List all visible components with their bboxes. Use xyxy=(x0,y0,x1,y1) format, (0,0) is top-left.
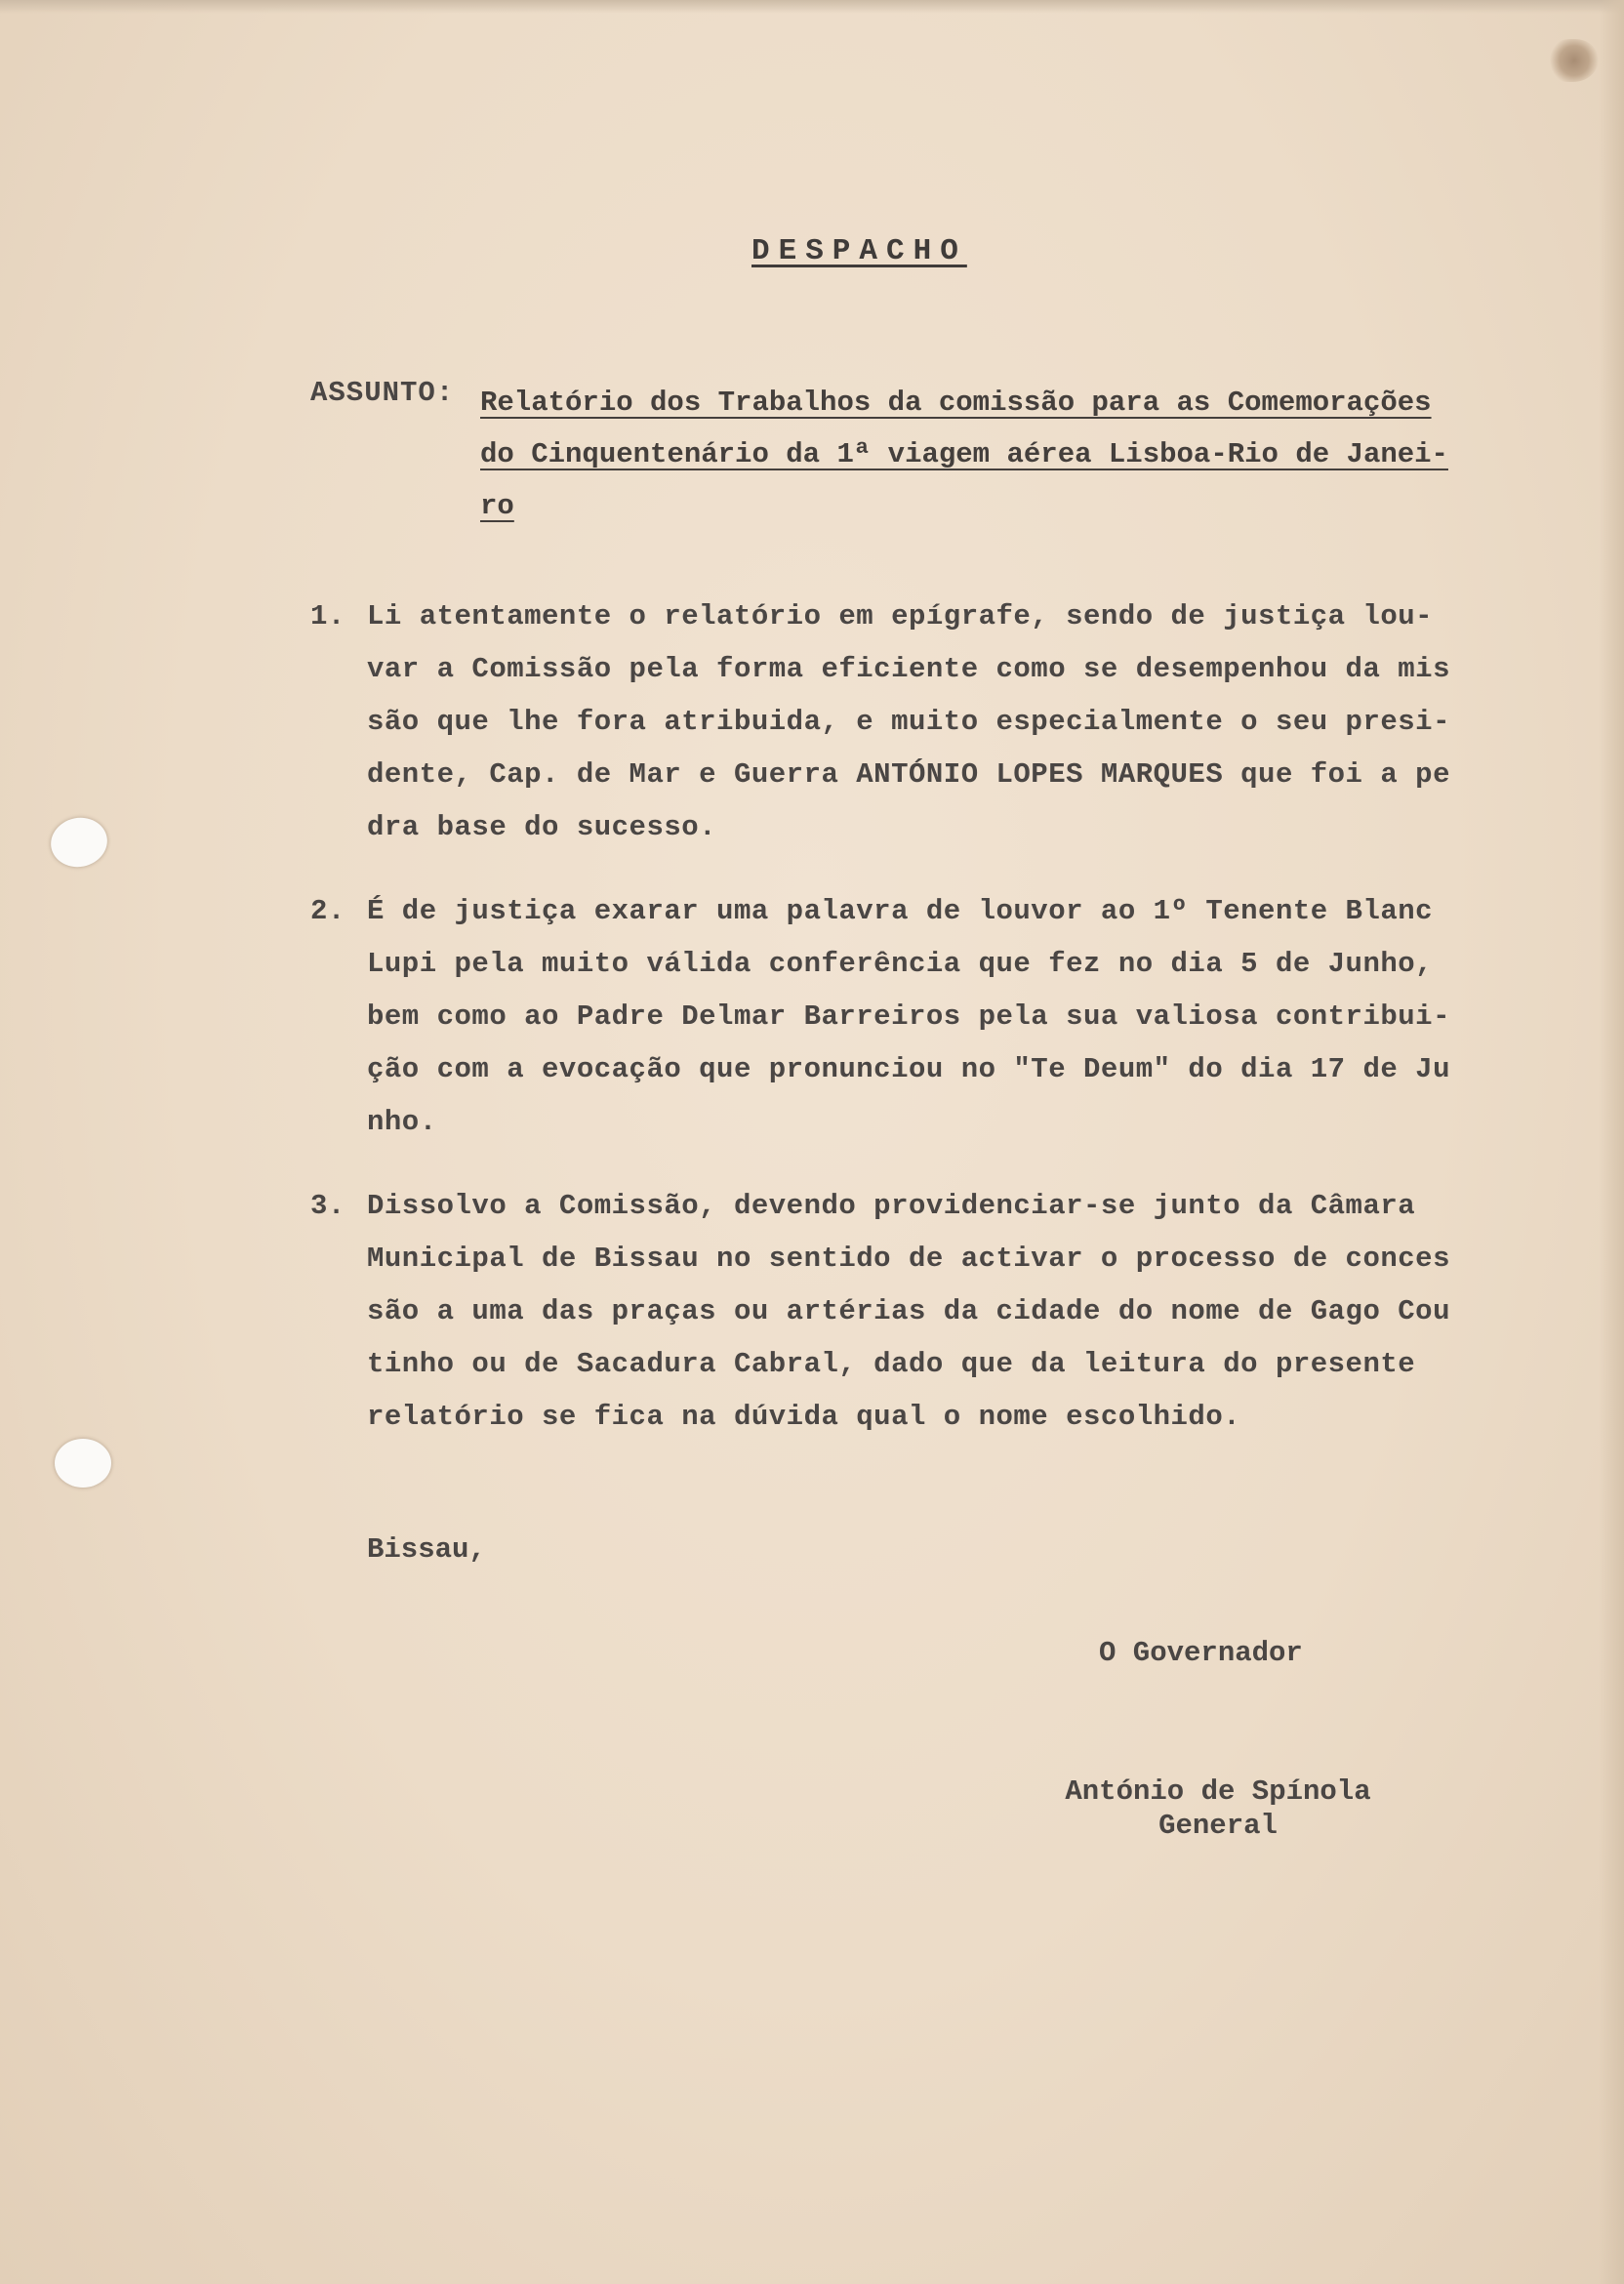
paragraph-body xyxy=(367,1180,1450,1444)
paragraph-body xyxy=(367,885,1450,1149)
subject-line: Relatório dos Trabalhos da comissão para as Comemorações xyxy=(480,387,1432,419)
paragraph-line: ção com a evocação que pronunciou no "Te Deum" do dia 17 de Ju xyxy=(367,1053,1450,1085)
paragraph-line: var a Comissão pela forma eficiente como se desempenhou da mis xyxy=(367,653,1450,685)
paragraph-number: 2. xyxy=(310,895,345,927)
document-title: DESPACHO xyxy=(751,234,967,268)
paragraph-line: relatório se fica na dúvida qual o nome escolhido. xyxy=(367,1401,1241,1433)
paper-stain xyxy=(1550,39,1599,82)
paragraph-number: 1. xyxy=(310,600,345,632)
paper-top-edge xyxy=(0,0,1624,14)
paper-right-edge xyxy=(1599,0,1624,2284)
signatory-name: António de Spínola xyxy=(1065,1775,1371,1808)
paragraph-line: dra base do sucesso. xyxy=(367,811,717,843)
paragraph-line: Municipal de Bissau no sentido de activar o processo de conces xyxy=(367,1243,1450,1275)
paragraph-body xyxy=(367,591,1450,854)
paragraph-line: são que lhe fora atribuida, e muito especialmente o seu presi- xyxy=(367,706,1450,738)
paragraph-line: são a uma das praças ou artérias da cidade do nome de Gago Cou xyxy=(367,1295,1450,1327)
paragraph-number: 3. xyxy=(310,1190,345,1222)
place-line: Bissau, xyxy=(367,1533,486,1566)
punch-hole-lower xyxy=(55,1439,111,1488)
paragraph-line: Dissolvo a Comissão, devendo providenciar-se junto da Câmara xyxy=(367,1190,1416,1222)
signatory-rank: General xyxy=(1158,1810,1278,1842)
subject-text xyxy=(480,377,1448,532)
punch-hole-upper xyxy=(46,813,111,873)
signatory-block xyxy=(1042,1774,1394,1843)
paragraph-line: dente, Cap. de Mar e Guerra ANTÓNIO LOPES MARQUES que foi a pe xyxy=(367,758,1450,791)
paragraph-line: nho. xyxy=(367,1106,437,1138)
signoff-title: O Governador xyxy=(1099,1637,1303,1669)
subject-label: ASSUNTO: xyxy=(310,377,455,409)
paragraph-line: Li atentamente o relatório em epígrafe, sendo de justiça lou- xyxy=(367,600,1434,632)
subject-line: do Cinquentenário da 1ª viagem aérea Lisboa-Rio de Janei- xyxy=(480,438,1448,470)
paragraph-line: É de justiça exarar uma palavra de louvor ao 1º Tenente Blanc xyxy=(367,895,1434,927)
subject-line: ro xyxy=(480,490,514,522)
paragraph-line: bem como ao Padre Delmar Barreiros pela sua valiosa contribui- xyxy=(367,1000,1450,1033)
paragraph-line: Lupi pela muito válida conferência que fez no dia 5 de Junho, xyxy=(367,948,1434,980)
paragraph-line: tinho ou de Sacadura Cabral, dado que da leitura do presente xyxy=(367,1348,1416,1380)
